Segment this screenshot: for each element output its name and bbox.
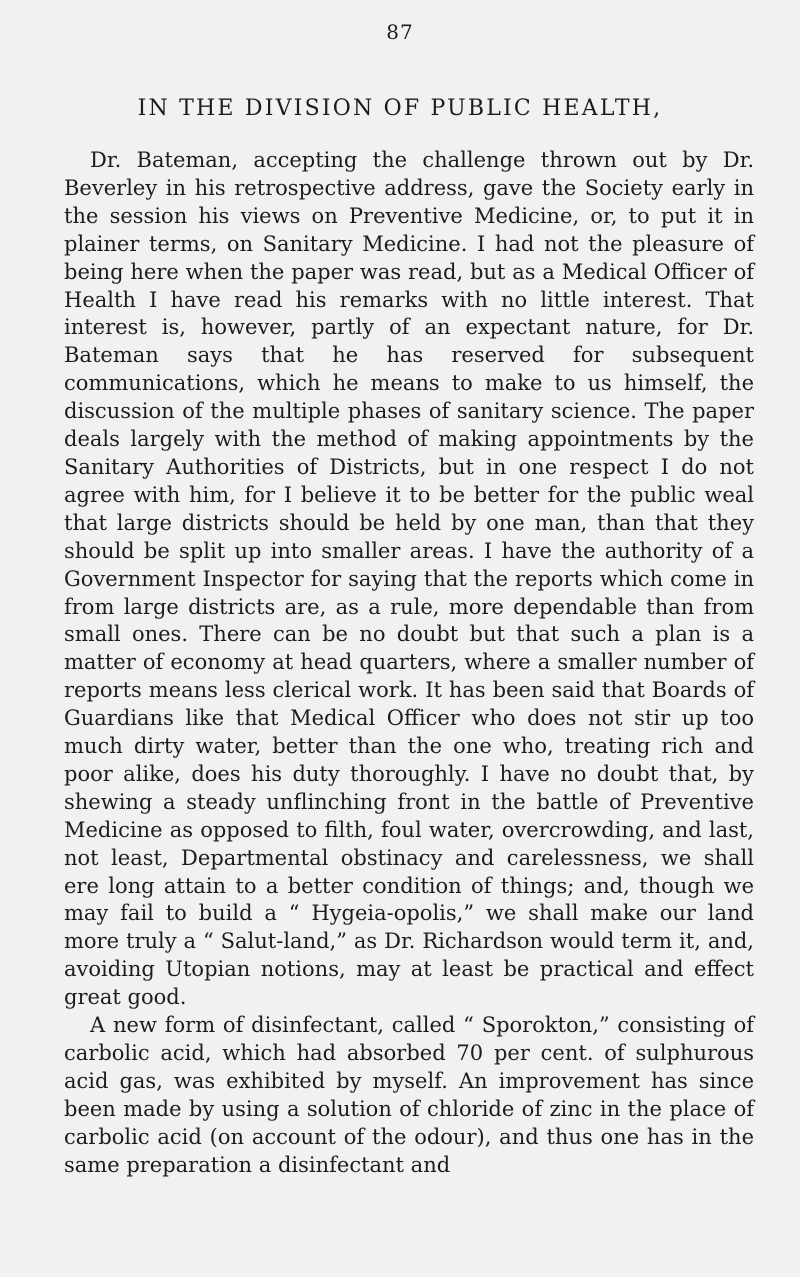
body-text [64, 147, 754, 1180]
paragraph-2: A new form of disinfectant, called “ Sporokton,” consisting of carbolic acid, which had absorbed 70 per cent. of sulphurous acid gas, was exhibited by myself. An improvement has since been made by using a solution of chloride of zinc in the place of carbolic acid (on account of the odour), and thus one has in the same preparation a disinfectant and [64, 1013, 754, 1177]
paragraph-1: Dr. Bateman, accepting the challenge thrown out by Dr. Beverley in his retrospective address, gave the Society early in the session his views on Preventive Medicine, or, to put it in plainer terms, on Sanitary Medicine. I had not the pleasure of being here when the paper was read, but as a Medical Officer of Health I have read his remarks with no little interest. That interest is, however, partly of an expectant nature, for Dr. Bateman says that he has reserved for subsequent communications, which he means to make to us himself, the discussion of the multiple phases of sanitary science. The paper deals largely with the method of making appointments by the Sanitary Authorities of Districts, but in one respect I do not agree with him, for I believe it to be better for the public weal that large districts should be held by one man, than that they should be split up into smaller areas. I have the authority of a Government Inspector for saying that the reports which come in from large districts are, as a rule, more dependable than from small ones. There can be no doubt but that such a plan is a matter of economy at head quarters, where a smaller number of reports means less clerical work. It has been said that Boards of Guardians like that Medical Officer who does not stir up too much dirty water, better than the one who, treating rich and poor alike, does his duty thoroughly. I have no doubt that, by shewing a steady unflinching front in the battle of Preventive Medicine as opposed to filth, foul water, overcrowding, and last, not least, Departmental obstinacy and carelessness, we shall ere long attain to a better condition of things; and, though we may fail to build a “ Hygeia-opolis,” we shall make our land more truly a “ Salut-land,” as Dr. Richardson would term it, and, avoiding Utopian notions, may at least be practical and effect great good. [64, 148, 754, 1010]
running-head: IN THE DIVISION OF PUBLIC HEALTH, [137, 96, 663, 121]
page-number: 87 [386, 20, 414, 44]
